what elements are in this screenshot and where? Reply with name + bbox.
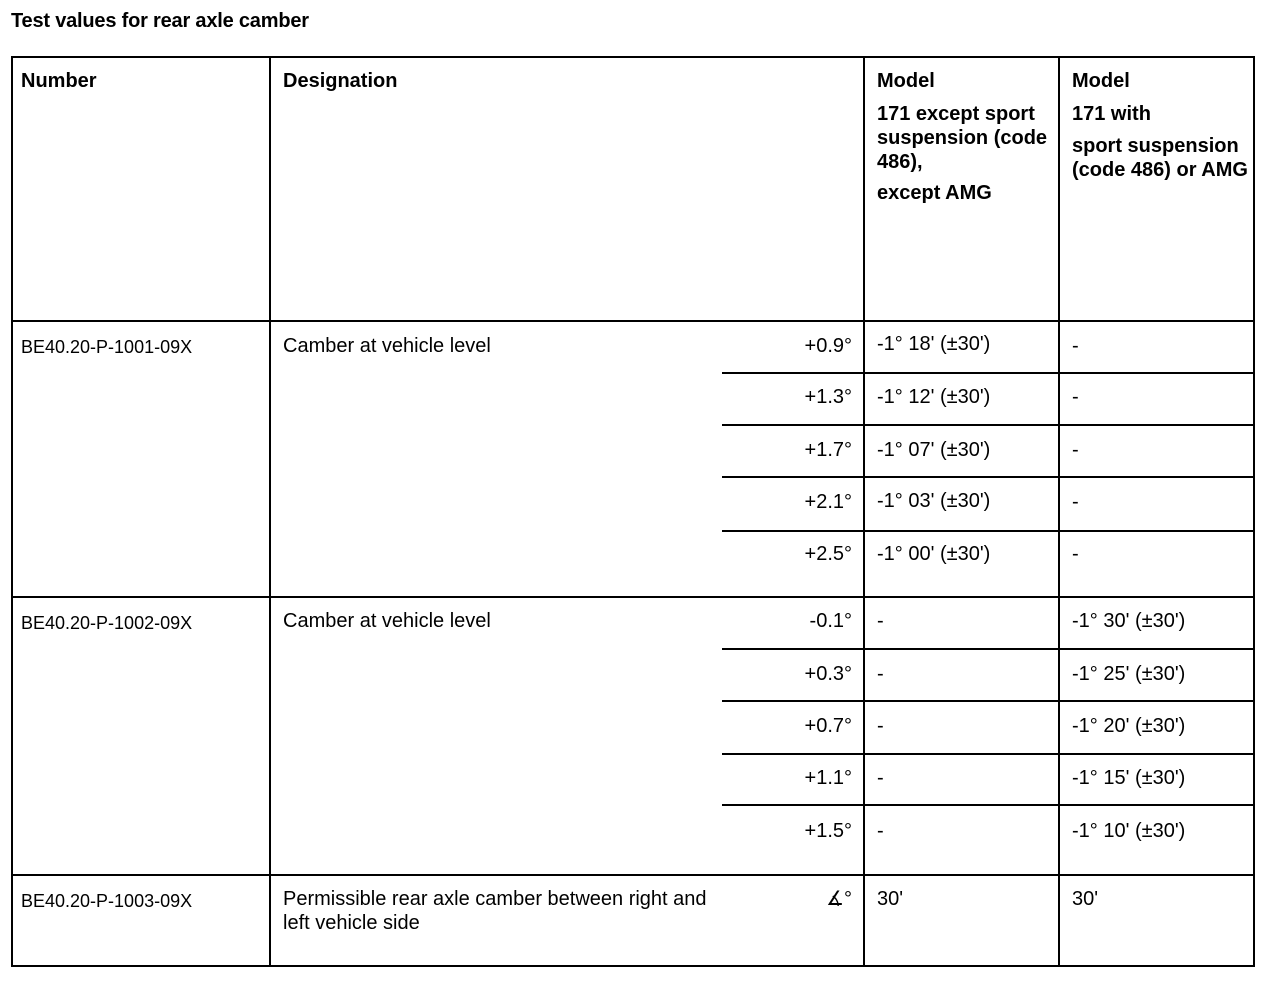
model-a-value: - [877, 610, 884, 632]
vehicle-level-value: +1.3° [804, 386, 852, 408]
vehicle-level-value: +1.5° [804, 820, 852, 842]
model-b-value: -1° 30' (±30') [1072, 610, 1186, 632]
vehicle-level-value: +2.5° [804, 543, 852, 565]
header-model-b-label: Model [1072, 70, 1130, 92]
subrow-divider [722, 753, 1255, 755]
table-border-top [11, 56, 1255, 58]
model-a-value: - [877, 715, 884, 737]
model-a-value: -1° 12' (±30') [877, 386, 991, 408]
header-model-a-label: Model [877, 70, 935, 92]
table-border-bottom [11, 965, 1255, 967]
table-border-right [1253, 56, 1255, 967]
vehicle-level-value: +2.1° [804, 491, 852, 513]
header-designation: Designation [283, 70, 398, 92]
group-designation: Permissible rear axle camber between right and left vehicle side [283, 888, 707, 934]
model-a-value: - [877, 820, 884, 842]
group-designation: Camber at vehicle level [283, 610, 491, 632]
model-a-value: -1° 00' (±30') [877, 543, 991, 565]
subrow-divider [722, 476, 1255, 478]
subrow-divider [722, 424, 1255, 426]
model-b-value: -1° 25' (±30') [1072, 663, 1186, 685]
header-model-a-text: 171 except sport suspension (code 486), [877, 103, 1048, 173]
vehicle-level-value: -0.1° [809, 610, 852, 632]
vehicle-level-value: +0.9° [804, 335, 852, 357]
header-number: Number [21, 70, 97, 92]
vehicle-level-value: +1.1° [804, 767, 852, 789]
table-border-left [11, 56, 13, 967]
model-a-value: -1° 03' (±30') [877, 490, 991, 512]
model-a-value: -1° 07' (±30') [877, 439, 991, 461]
angle-icon: ∡° [826, 888, 852, 910]
vehicle-level-value: +0.3° [804, 663, 852, 685]
subrow-divider [722, 372, 1255, 374]
group-number: BE40.20-P-1002-09X [21, 613, 193, 633]
page-title: Test values for rear axle camber [11, 10, 309, 32]
model-b-value: - [1072, 439, 1079, 461]
model-b-value: -1° 20' (±30') [1072, 715, 1186, 737]
model-b-value: - [1072, 543, 1079, 565]
column-divider [1058, 56, 1060, 967]
vehicle-level-value: +1.7° [804, 439, 852, 461]
model-a-value: - [877, 663, 884, 685]
group-designation: Camber at vehicle level [283, 335, 491, 357]
model-b-value: 30' [1072, 888, 1099, 910]
row-divider [11, 320, 1255, 322]
model-b-value: - [1072, 335, 1079, 357]
vehicle-level-value: +0.7° [804, 715, 852, 737]
group-number: BE40.20-P-1001-09X [21, 337, 193, 357]
model-b-value: -1° 15' (±30') [1072, 767, 1186, 789]
subrow-divider [722, 700, 1255, 702]
model-b-value: - [1072, 491, 1079, 513]
subrow-divider [722, 804, 1255, 806]
model-a-value: -1° 18' (±30') [877, 333, 991, 355]
header-model-b-text2: sport suspension (code 486) or AMG [1072, 135, 1248, 181]
row-divider [11, 596, 1255, 598]
header-model-b-text: 171 with [1072, 103, 1151, 125]
model-b-value: -1° 10' (±30') [1072, 820, 1186, 842]
model-a-value: - [877, 767, 884, 789]
column-divider [863, 56, 865, 967]
subrow-divider [722, 530, 1255, 532]
header-model-a-text2: except AMG [877, 182, 992, 204]
column-divider [269, 56, 271, 967]
subrow-divider [722, 648, 1255, 650]
row-divider [11, 874, 1255, 876]
group-number: BE40.20-P-1003-09X [21, 891, 193, 911]
model-a-value: 30' [877, 888, 904, 910]
model-b-value: - [1072, 386, 1079, 408]
